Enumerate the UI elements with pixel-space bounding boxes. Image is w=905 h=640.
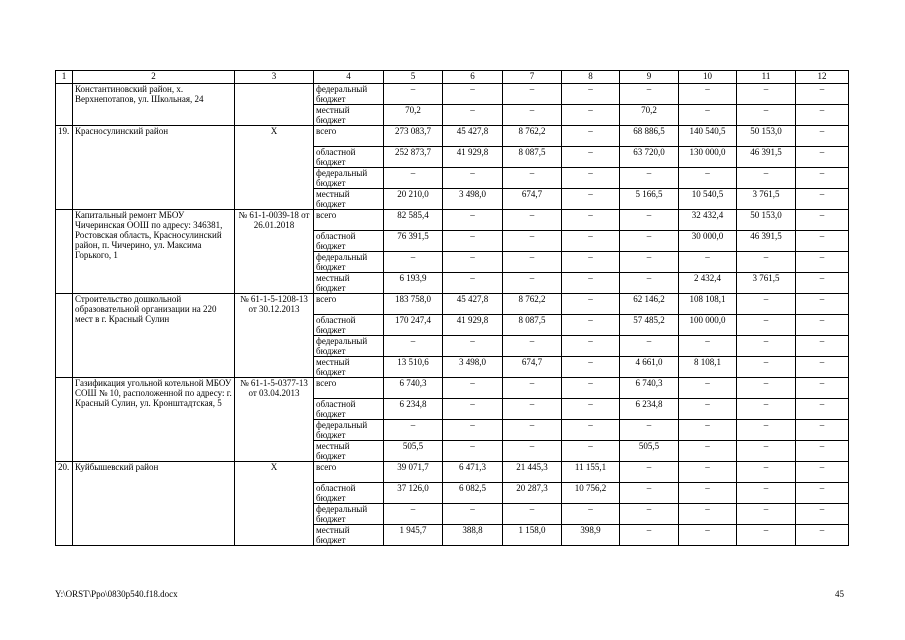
amount-cell: 5 166,5 — [620, 189, 679, 210]
amount-cell: – — [620, 525, 679, 546]
amount-cell: – — [796, 462, 849, 483]
amount-cell: – — [562, 504, 620, 525]
amount-cell: – — [562, 399, 620, 420]
amount-cell: 10 540,5 — [679, 189, 737, 210]
amount-cell: – — [562, 252, 620, 273]
amount-cell: – — [620, 336, 679, 357]
funding-source: федеральный бюджет — [314, 168, 384, 189]
amount-cell: – — [562, 294, 620, 315]
amount-cell: – — [503, 273, 562, 294]
amount-cell: – — [443, 336, 503, 357]
amount-cell: – — [679, 168, 737, 189]
amount-cell: 6 082,5 — [443, 483, 503, 504]
amount-cell: – — [562, 168, 620, 189]
amount-cell: – — [737, 357, 796, 378]
amount-cell: – — [443, 168, 503, 189]
table-row — [56, 294, 849, 315]
amount-cell: 57 485,2 — [620, 315, 679, 336]
amount-cell: 68 886,5 — [620, 126, 679, 147]
amount-cell: – — [384, 336, 443, 357]
amount-cell: – — [503, 399, 562, 420]
amount-cell: – — [620, 504, 679, 525]
amount-cell: 3 761,5 — [737, 189, 796, 210]
amount-cell: – — [620, 84, 679, 105]
amount-cell: 46 391,5 — [737, 147, 796, 168]
table-row — [56, 378, 849, 399]
amount-cell: – — [620, 420, 679, 441]
funding-source: областной бюджет — [314, 483, 384, 504]
amount-cell: – — [443, 84, 503, 105]
amount-cell: – — [503, 105, 562, 126]
amount-cell: 8 087,5 — [503, 315, 562, 336]
amount-cell: 388,8 — [443, 525, 503, 546]
header-cell: 6 — [443, 71, 503, 84]
amount-cell: – — [796, 315, 849, 336]
amount-cell: – — [443, 210, 503, 231]
amount-cell: – — [796, 294, 849, 315]
header-row — [56, 71, 849, 84]
amount-cell: 3 498,0 — [443, 357, 503, 378]
amount-cell: – — [503, 504, 562, 525]
amount-cell: – — [443, 441, 503, 462]
amount-cell: – — [737, 378, 796, 399]
funding-source: всего — [314, 126, 384, 147]
amount-cell: 11 155,1 — [562, 462, 620, 483]
amount-cell: – — [796, 420, 849, 441]
amount-cell: – — [620, 462, 679, 483]
funding-source: федеральный бюджет — [314, 84, 384, 105]
object-name: Красносулинский район — [73, 126, 235, 210]
amount-cell: – — [620, 168, 679, 189]
amount-cell: 39 071,7 — [384, 462, 443, 483]
amount-cell: – — [503, 231, 562, 252]
amount-cell: – — [796, 189, 849, 210]
amount-cell: – — [737, 483, 796, 504]
amount-cell: 41 929,8 — [443, 315, 503, 336]
amount-cell: – — [737, 168, 796, 189]
amount-cell: – — [562, 189, 620, 210]
amount-cell: – — [679, 504, 737, 525]
amount-cell: 4 661,0 — [620, 357, 679, 378]
amount-cell: 100 000,0 — [679, 315, 737, 336]
amount-cell: – — [679, 525, 737, 546]
funding-source: местный бюджет — [314, 441, 384, 462]
amount-cell: – — [384, 84, 443, 105]
amount-cell: 8 087,5 — [503, 147, 562, 168]
amount-cell: – — [384, 504, 443, 525]
amount-cell: – — [796, 210, 849, 231]
amount-cell: – — [737, 336, 796, 357]
amount-cell: – — [562, 315, 620, 336]
table-row — [56, 462, 849, 483]
funding-source: областной бюджет — [314, 231, 384, 252]
amount-cell: – — [679, 378, 737, 399]
amount-cell: – — [737, 294, 796, 315]
amount-cell: 108 108,1 — [679, 294, 737, 315]
amount-cell: 76 391,5 — [384, 231, 443, 252]
amount-cell: 45 427,8 — [443, 126, 503, 147]
amount-cell: 70,2 — [384, 105, 443, 126]
amount-cell: – — [562, 210, 620, 231]
amount-cell: 398,9 — [562, 525, 620, 546]
amount-cell: 41 929,8 — [443, 147, 503, 168]
row-number — [56, 210, 73, 294]
amount-cell: – — [796, 147, 849, 168]
header-cell: 1 — [56, 71, 73, 84]
amount-cell: 505,5 — [384, 441, 443, 462]
funding-source: федеральный бюджет — [314, 420, 384, 441]
table-body — [56, 71, 849, 546]
amount-cell: 8 762,2 — [503, 294, 562, 315]
header-cell: 12 — [796, 71, 849, 84]
amount-cell: – — [562, 231, 620, 252]
amount-cell: – — [737, 441, 796, 462]
amount-cell: – — [562, 105, 620, 126]
amount-cell: – — [443, 231, 503, 252]
amount-cell: – — [796, 357, 849, 378]
amount-cell: 1 945,7 — [384, 525, 443, 546]
funding-source: местный бюджет — [314, 525, 384, 546]
amount-cell: – — [679, 399, 737, 420]
expertise-number: Х — [235, 126, 314, 210]
amount-cell: 13 510,6 — [384, 357, 443, 378]
amount-cell: – — [503, 168, 562, 189]
funding-source: местный бюджет — [314, 273, 384, 294]
amount-cell: – — [384, 168, 443, 189]
amount-cell: – — [443, 399, 503, 420]
amount-cell: – — [796, 273, 849, 294]
amount-cell: 3 761,5 — [737, 273, 796, 294]
amount-cell: – — [443, 252, 503, 273]
amount-cell: – — [443, 273, 503, 294]
amount-cell: 10 756,2 — [562, 483, 620, 504]
amount-cell: – — [796, 483, 849, 504]
amount-cell: 2 432,4 — [679, 273, 737, 294]
funding-source: федеральный бюджет — [314, 336, 384, 357]
amount-cell: 63 720,0 — [620, 147, 679, 168]
table-row — [56, 126, 849, 147]
amount-cell: – — [562, 378, 620, 399]
amount-cell: – — [562, 84, 620, 105]
amount-cell: – — [503, 441, 562, 462]
row-number: 19. — [56, 126, 73, 210]
object-name: Капитальный ремонт МБОУ Чичеринская ООШ по адресу: 346381, Ростовская область, Красносулинский район, п. Чичерино, ул. Максима Горького, 1 — [73, 210, 235, 294]
amount-cell: – — [503, 252, 562, 273]
header-cell: 10 — [679, 71, 737, 84]
amount-cell: 130 000,0 — [679, 147, 737, 168]
footer-file-path: Y:\ORST\Ppo\0830p540.f18.docx — [55, 589, 178, 599]
amount-cell: 8 108,1 — [679, 357, 737, 378]
amount-cell: – — [737, 462, 796, 483]
amount-cell: – — [796, 126, 849, 147]
amount-cell: 674,7 — [503, 189, 562, 210]
amount-cell: – — [737, 84, 796, 105]
amount-cell: – — [796, 336, 849, 357]
amount-cell: – — [796, 105, 849, 126]
amount-cell: – — [562, 441, 620, 462]
amount-cell: 82 585,4 — [384, 210, 443, 231]
funding-source: областной бюджет — [314, 147, 384, 168]
amount-cell: – — [620, 231, 679, 252]
header-cell: 2 — [73, 71, 235, 84]
amount-cell: 505,5 — [620, 441, 679, 462]
amount-cell: 6 234,8 — [620, 399, 679, 420]
amount-cell: – — [503, 378, 562, 399]
object-name: Константиновский район, х. Верхнепотапов, ул. Школьная, 24 — [73, 84, 235, 126]
amount-cell: 6 740,3 — [384, 378, 443, 399]
header-cell: 7 — [503, 71, 562, 84]
funding-source: всего — [314, 462, 384, 483]
amount-cell: 20 287,3 — [503, 483, 562, 504]
amount-cell: – — [562, 357, 620, 378]
amount-cell: 183 758,0 — [384, 294, 443, 315]
amount-cell: 6 740,3 — [620, 378, 679, 399]
amount-cell: – — [620, 483, 679, 504]
funding-source: федеральный бюджет — [314, 504, 384, 525]
expertise-number: № 61-1-5-1208-13 от 30.12.2013 — [235, 294, 314, 378]
funding-source: всего — [314, 378, 384, 399]
amount-cell: – — [620, 252, 679, 273]
amount-cell: – — [562, 420, 620, 441]
page-number: 45 — [835, 589, 844, 599]
funding-source: областной бюджет — [314, 315, 384, 336]
amount-cell: 70,2 — [620, 105, 679, 126]
amount-cell: 6 471,3 — [443, 462, 503, 483]
funding-source: областной бюджет — [314, 399, 384, 420]
amount-cell: – — [796, 378, 849, 399]
amount-cell: – — [503, 336, 562, 357]
header-cell: 8 — [562, 71, 620, 84]
object-name: Куйбышевский район — [73, 462, 235, 546]
amount-cell: – — [503, 420, 562, 441]
amount-cell: – — [679, 105, 737, 126]
amount-cell: – — [737, 525, 796, 546]
amount-cell: 252 873,7 — [384, 147, 443, 168]
amount-cell: – — [562, 336, 620, 357]
amount-cell: 273 083,7 — [384, 126, 443, 147]
amount-cell: – — [679, 462, 737, 483]
header-cell: 5 — [384, 71, 443, 84]
amount-cell: – — [679, 483, 737, 504]
row-number — [56, 378, 73, 462]
header-cell: 11 — [737, 71, 796, 84]
table-row — [56, 84, 849, 105]
amount-cell: – — [796, 399, 849, 420]
amount-cell: – — [562, 126, 620, 147]
amount-cell: 20 210,0 — [384, 189, 443, 210]
object-name: Строительство дошкольной образовательной организации на 220 мест в г. Красный Сулин — [73, 294, 235, 378]
amount-cell: – — [737, 252, 796, 273]
expertise-number: № 61-1-5-0377-13 от 03.04.2013 — [235, 378, 314, 462]
amount-cell: 1 158,0 — [503, 525, 562, 546]
amount-cell: – — [796, 231, 849, 252]
header-cell: 9 — [620, 71, 679, 84]
amount-cell: – — [679, 84, 737, 105]
amount-cell: – — [679, 420, 737, 441]
amount-cell: 8 762,2 — [503, 126, 562, 147]
amount-cell: – — [562, 147, 620, 168]
expertise-number: Х — [235, 462, 314, 546]
header-cell: 3 — [235, 71, 314, 84]
object-name: Газификация угольной котельной МБОУ СОШ № 10, расположенной по адресу: г. Красный Сулин, ул. Кронштадтская, 5 — [73, 378, 235, 462]
amount-cell: 21 445,3 — [503, 462, 562, 483]
amount-cell: – — [737, 105, 796, 126]
amount-cell: – — [679, 441, 737, 462]
funding-source: местный бюджет — [314, 357, 384, 378]
amount-cell: – — [620, 273, 679, 294]
amount-cell: – — [503, 210, 562, 231]
header-cell: 4 — [314, 71, 384, 84]
amount-cell: – — [679, 252, 737, 273]
budget-table — [55, 70, 849, 546]
row-number: 20. — [56, 462, 73, 546]
row-number — [56, 84, 73, 126]
amount-cell: – — [620, 210, 679, 231]
amount-cell: – — [737, 399, 796, 420]
amount-cell: – — [384, 252, 443, 273]
row-number — [56, 294, 73, 378]
amount-cell: – — [796, 168, 849, 189]
amount-cell: – — [443, 504, 503, 525]
amount-cell: 62 146,2 — [620, 294, 679, 315]
amount-cell: – — [503, 84, 562, 105]
amount-cell: – — [443, 105, 503, 126]
amount-cell: – — [443, 420, 503, 441]
amount-cell: – — [796, 252, 849, 273]
amount-cell: 170 247,4 — [384, 315, 443, 336]
amount-cell: 32 432,4 — [679, 210, 737, 231]
amount-cell: – — [737, 504, 796, 525]
funding-source: всего — [314, 210, 384, 231]
table-row — [56, 210, 849, 231]
amount-cell: 674,7 — [503, 357, 562, 378]
amount-cell: – — [737, 315, 796, 336]
amount-cell: – — [679, 336, 737, 357]
amount-cell: 50 153,0 — [737, 126, 796, 147]
amount-cell: 3 498,0 — [443, 189, 503, 210]
amount-cell: – — [443, 378, 503, 399]
amount-cell: – — [796, 84, 849, 105]
funding-source: местный бюджет — [314, 189, 384, 210]
amount-cell: – — [384, 420, 443, 441]
expertise-number — [235, 84, 314, 126]
amount-cell: 6 234,8 — [384, 399, 443, 420]
amount-cell: 140 540,5 — [679, 126, 737, 147]
amount-cell: 6 193,9 — [384, 273, 443, 294]
amount-cell: 46 391,5 — [737, 231, 796, 252]
funding-source: местный бюджет — [314, 105, 384, 126]
amount-cell: 50 153,0 — [737, 210, 796, 231]
amount-cell: – — [562, 273, 620, 294]
funding-source: федеральный бюджет — [314, 252, 384, 273]
amount-cell: 30 000,0 — [679, 231, 737, 252]
funding-source: всего — [314, 294, 384, 315]
amount-cell: – — [737, 420, 796, 441]
amount-cell: – — [796, 441, 849, 462]
amount-cell: – — [796, 525, 849, 546]
expertise-number: № 61-1-0039-18 от 26.01.2018 — [235, 210, 314, 294]
amount-cell: 45 427,8 — [443, 294, 503, 315]
amount-cell: 37 126,0 — [384, 483, 443, 504]
amount-cell: – — [796, 504, 849, 525]
